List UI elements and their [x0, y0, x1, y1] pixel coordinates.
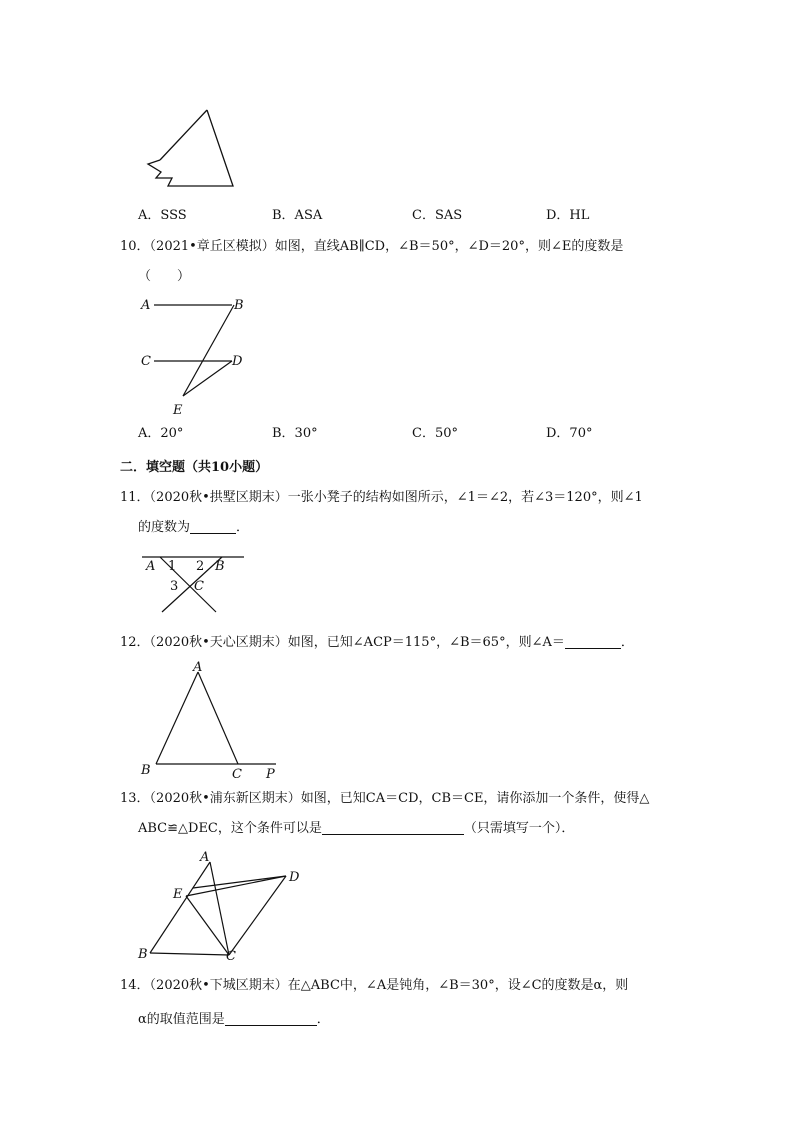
q11-answer-blank[interactable] [190, 519, 236, 534]
q9-option-a: A．SSS [138, 208, 187, 223]
q11-figure [138, 550, 248, 616]
q13-question-line1: 13．（2020秋•浦东新区期末）如图，已知CA＝CD，CB＝CE，请你添加一个条件，使得△ [120, 791, 650, 806]
q11-label-1: 1 [168, 559, 177, 574]
q11-label-2: 2 [196, 559, 205, 574]
q9-option-d: D．HL [546, 208, 590, 223]
q13-label-a: A [200, 850, 210, 865]
q9-option-c: C．SAS [412, 208, 463, 223]
q10-option-b: B．30° [272, 426, 318, 441]
q14-answer-blank[interactable] [225, 1011, 317, 1026]
q11-label-a: A [146, 559, 156, 574]
q10-question-line1: 10．（2021•章丘区模拟）如图，直线AB∥CD，∠B＝50°，∠D＝20°，则∠E的度数是 [120, 239, 624, 254]
q9-figure [140, 104, 240, 190]
q10-question-line2: （ ） [138, 269, 191, 284]
q11-period: ． [236, 520, 250, 535]
q13-trailer: （只需填写一个）． [463, 821, 575, 836]
q12-period: ． [620, 635, 634, 650]
q11-question-line2 [138, 519, 249, 537]
section-title: 二．填空题（共10小题） [120, 460, 269, 475]
q11-label-b: B [215, 559, 225, 574]
q14-question-line1: 14．（2020秋•下城区期末）在△ABC中，∠A是钝角，∠B＝30°，设∠C的度数是α，则 [120, 978, 629, 993]
q10-option-a: A．20° [138, 426, 184, 441]
q10-label-a: A [141, 298, 151, 313]
q11-label-c: C [194, 579, 204, 594]
q12-question-line1 [120, 634, 634, 652]
q14-period: ． [316, 1012, 330, 1027]
q11-question-line1: 11．（2020秋•拱墅区期末）一张小凳子的结构如图所示，∠1＝∠2，若∠3＝120°，则∠1 [120, 490, 643, 505]
q9-triangle-outline [148, 110, 233, 186]
q9-option-b: B．ASA [272, 208, 323, 223]
q12-label-b: B [141, 763, 151, 778]
q10-option-d: D．70° [546, 426, 593, 441]
q12-answer-blank[interactable] [565, 634, 621, 649]
q10-label-d: D [232, 354, 243, 369]
q14-text: α的取值范围是 [138, 1012, 225, 1027]
q11-label-3: 3 [170, 579, 179, 594]
q13-figure [138, 848, 308, 964]
q10-label-e: E [173, 403, 183, 418]
q12-label-a: A [193, 660, 203, 675]
q10-label-c: C [141, 354, 151, 369]
q13-label-d: D [289, 870, 300, 885]
q13-label-c: C [226, 949, 236, 964]
q12-figure [138, 658, 288, 782]
q10-label-b: B [234, 298, 244, 313]
q12-label-p: P [266, 767, 275, 782]
q13-answer-blank[interactable] [322, 820, 464, 835]
q10-figure [138, 292, 258, 420]
q14-question-line2 [138, 1011, 330, 1029]
q10-option-c: C．50° [412, 426, 458, 441]
q13-question-line2 [138, 820, 574, 838]
q12-text: 12．（2020秋•天心区期末）如图，已知∠ACP＝115°，∠B＝65°，则∠A＝ [120, 635, 565, 650]
q13-label-b: B [138, 947, 148, 962]
q13-label-e: E [173, 887, 183, 902]
q13-text: ABC≌△DEC，这个条件可以是 [138, 821, 322, 836]
q12-label-c: C [232, 767, 242, 782]
q11-text: 的度数为 [138, 520, 191, 535]
